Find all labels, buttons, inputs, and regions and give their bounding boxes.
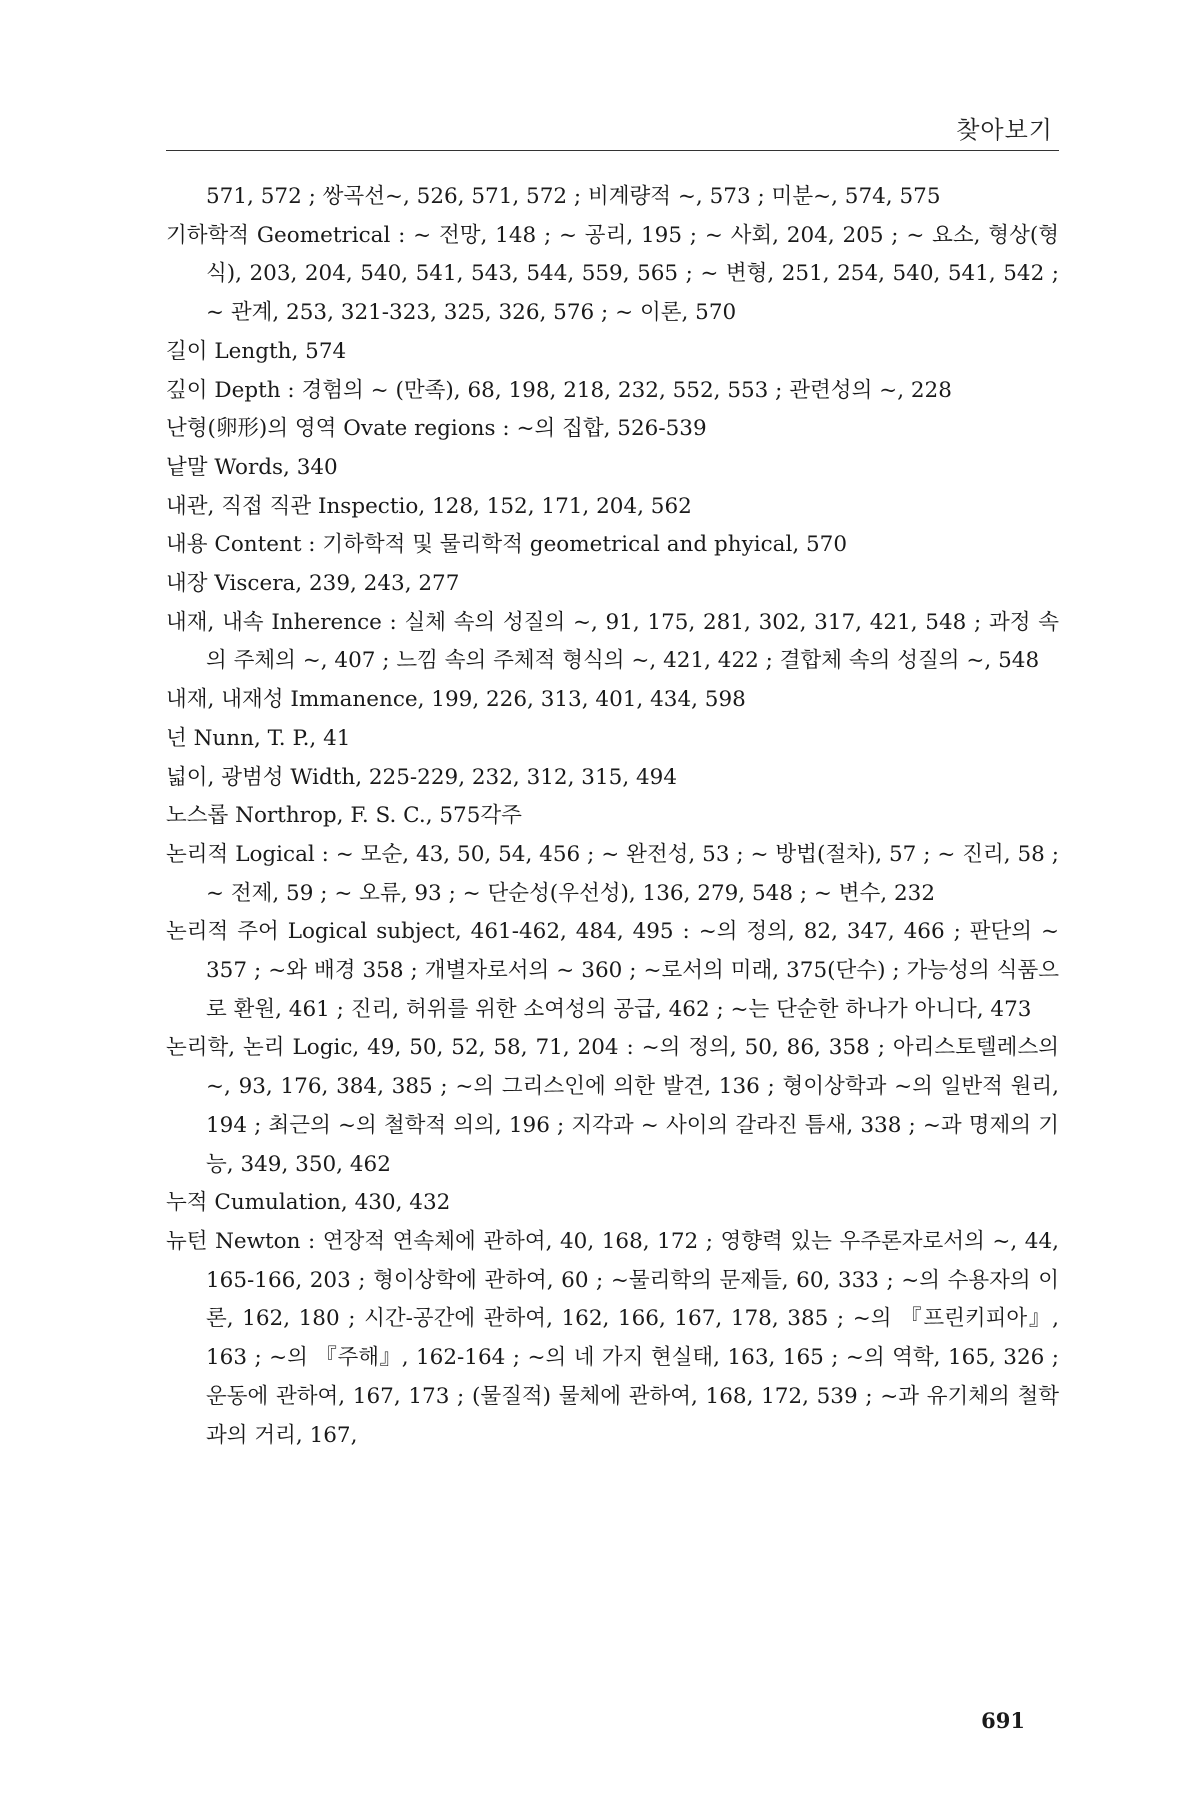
index-entry: 내장 Viscera, 239, 243, 277 xyxy=(166,571,460,597)
index-entry: 노스롭 Northrop, F. S. C., 575각주 xyxy=(166,803,522,829)
index-entry: 낱말 Words, 340 xyxy=(166,454,338,480)
index-entry: 내용 Content : 기하학적 및 물리학적 geometrical and phyical, 570 xyxy=(166,532,848,558)
index-entry: 논리적 Logical : ~ 모순, 43, 50, 54, 456 ; ~ 완전성, 53 ; ~ 방법(절차), 57 ; ~ 진리, 58 ; ~ 전제, 59 ; ~ 오류, 93 ; ~ 단순성(우선성), 136, 279, 548 ; ~ 변수, 232 xyxy=(166,841,1059,906)
index-entry: 길이 Length, 574 xyxy=(166,338,347,364)
index-entry: 넓이, 광범성 Width, 225-229, 232, 312, 315, 494 xyxy=(166,764,678,790)
index-entry: 내재, 내속 Inherence : 실체 속의 성질의 ~, 91, 175, 281, 302, 317, 421, 548 ; 과정 속의 주체의 ~, 407 ; 느낌 속의 주체적 형식의 ~, 421, 422 ; 결합체 속의 성질의 ~, 548 xyxy=(166,609,1059,674)
index-entry: 깊이 Depth : 경험의 ~ (만족), 68, 198, 218, 232, 552, 553 ; 관련성의 ~, 228 xyxy=(166,377,952,403)
index-entry: 뉴턴 Newton : 연장적 연속체에 관하여, 40, 168, 172 ; 영향력 있는 우주론자로서의 ~, 44, 165-166, 203 ; 형이상학에 관하여, 60 ; ~물리학의 문제들, 60, 333 ; ~의 수용자의 이론, 162, 180 ; 시간-공간에 관하여, 162, 166, 167, 178, 385 ; ~의 『프린키피아』, 163 ; ~의 『주해』, 162-164 ; ~의 네 가지 현실태, 163, 165 ; ~의 역학, 165, 326 ; 운동에 관하여, 167, 173 ; (물질적) 물체에 관하여, 168, 172, 539 ; ~과 유기체의 철학과의 거리, 167, xyxy=(166,1228,1059,1448)
index-entry: 기하학적 Geometrical : ~ 전망, 148 ; ~ 공리, 195 ; ~ 사회, 204, 205 ; ~ 요소, 형상(형식), 203, 204, 540, 541, 543, 544, 559, 565 ; ~ 변형, 251, 254, 540, 541, 542 ; ~ 관계, 253, 321-323, 325, 326, 576 ; ~ 이론, 570 xyxy=(166,222,1059,326)
index-list xyxy=(166,178,1059,1455)
page-number: 691 xyxy=(981,1708,1025,1733)
index-entry: 571, 572 ; 쌍곡선~, 526, 571, 572 ; 비계량적 ~, 573 ; 미분~, 574, 575 xyxy=(206,184,941,209)
index-entry: 넌 Nunn, T. P., 41 xyxy=(166,725,351,751)
header-rule xyxy=(166,150,1059,151)
index-entry: 누적 Cumulation, 430, 432 xyxy=(166,1190,451,1216)
index-entry: 난형(卵形)의 영역 Ovate regions : ~의 집합, 526-539 xyxy=(166,416,707,442)
index-entry: 내관, 직접 직관 Inspectio, 128, 152, 171, 204, 562 xyxy=(166,493,692,519)
index-entry: 논리적 주어 Logical subject, 461-462, 484, 495 : ~의 정의, 82, 347, 466 ; 판단의 ~ 357 ; ~와 배경 358 ; 개별자로서의 ~ 360 ; ~로서의 미래, 375(단수) ; 가능성의 식품으로 환원, 461 ; 진리, 허위를 위한 소여성의 공급, 462 ; ~는 단순한 하나가 아니다, 473 xyxy=(166,919,1059,1022)
index-entry: 논리학, 논리 Logic, 49, 50, 52, 58, 71, 204 : ~의 정의, 50, 86, 358 ; 아리스토텔레스의 ~, 93, 176, 384, 385 ; ~의 그리스인에 의한 발견, 136 ; 형이상학과 ~의 일반적 원리, 194 ; 최근의 ~의 철학적 의의, 196 ; 지각과 ~ 사이의 갈라진 틈새, 338 ; ~과 명제의 기능, 349, 350, 462 xyxy=(166,1035,1059,1177)
index-entry: 내재, 내재성 Immanence, 199, 226, 313, 401, 434, 598 xyxy=(166,687,746,713)
running-header: 찾아보기 xyxy=(956,116,1053,144)
